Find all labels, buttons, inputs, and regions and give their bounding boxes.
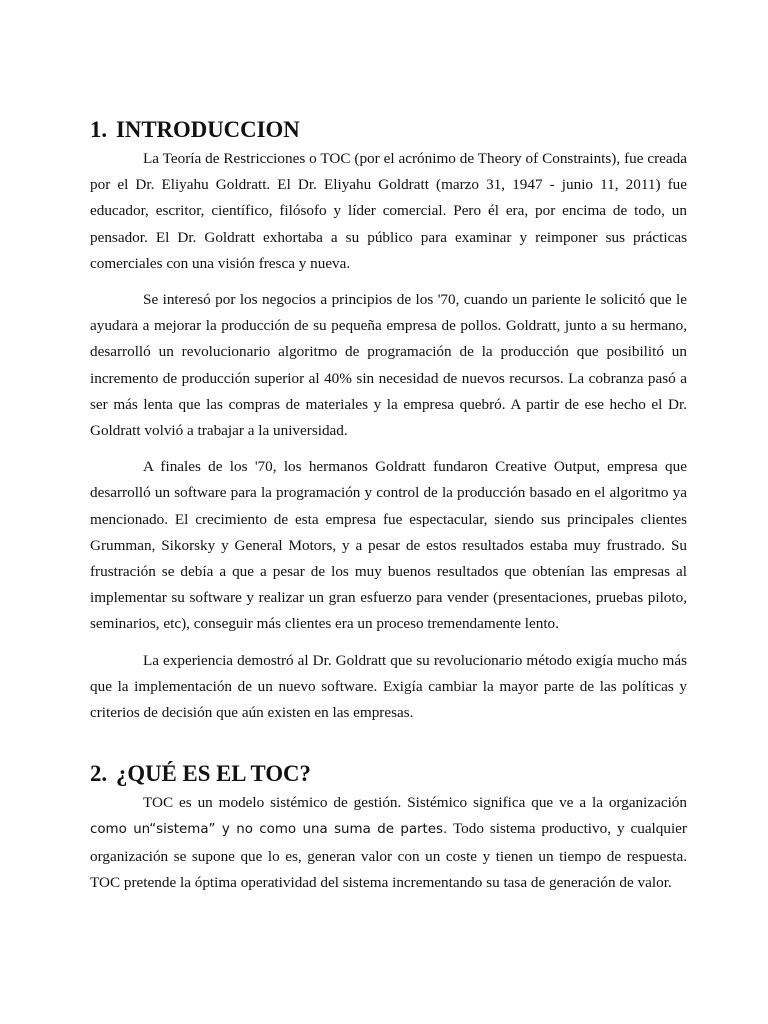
paragraph-intro-3: A finales de los '70, los hermanos Goldratt fundaron Creative Output, empresa que desarrolló un software para la programación y control de la producción basado en el algoritmo ya mencionado. El crecimiento de esta empresa fue espectacular, siendo sus principales clientes Grumman, Sikorsky y General Motors, y a pesar de estos resultados estaba muy frustrado. Su frustración se debía a que a pesar de los muy buenos resultados que obtenían las empresas al implementar su software y realizar un gran esfuerzo para vender (presentaciones, pruebas piloto, seminarios, etc), conseguir más clientes era un proceso tremendamente lento.: [90, 458, 687, 633]
paragraph-text: TOC es un modelo sistémico de gestión. Sistémico significa que ve a la organización: [143, 794, 687, 812]
document-page: [90, 118, 687, 896]
paragraph-intro-2: Se interesó por los negocios a principios de los '70, cuando un pariente le solicitó que le ayudara a mejorar la producción de su pequeña empresa de pollos. Goldratt, junto a su hermano, desarrolló un revolucionario algoritmo de programación de la producción que posibilitó un incremento de producción superior al 40% sin necesidad de nuevos recursos. La cobranza pasó a ser más lenta que las compras de materiales y la empresa quebró. A partir de ese hecho el Dr. Goldratt volvió a trabajar a la universidad.: [90, 291, 687, 440]
paragraph-intro-1: La Teoría de Restricciones o TOC (por el acrónimo de Theory of Constraints), fue creada por el Dr. Eliyahu Goldratt. El Dr. Eliyahu Goldratt (marzo 31, 1947 - junio 11, 2011) fue educador, escritor, científico, filósofo y líder comercial. Pero él era, por encima de todo, un pensador. El Dr. Goldratt exhortaba a su público para examinar y reimponer sus prácticas comerciales con una visión fresca y nueva.: [90, 150, 687, 272]
section-number: 2.: [90, 761, 108, 787]
paragraph-intro-4: La experiencia demostró al Dr. Goldratt que su revolucionario método exigía mucho más que la implementación de un nuevo software. Exigía cambiar la mayor parte de las políticas y criterios de decisión que aún existen en las empresas.: [90, 651, 687, 722]
paragraph-toc-1: [90, 790, 687, 896]
section-title: INTRODUCCION: [116, 117, 300, 142]
section-title: ¿QUÉ ES EL TOC?: [116, 761, 311, 787]
section-heading-introduccion: [90, 118, 687, 142]
paragraph-text-alt-font: como un“sistema” y no como una suma de partes.: [90, 822, 448, 838]
paragraph-text: Todo sistema productivo, y cualquier organización se supone que lo es, generan valor con un coste y tienen un tiempo de respuesta. TOC pretende la óptima operatividad del sistema incrementando su tasa de generación de valor.: [90, 820, 687, 891]
section-number: 1.: [90, 117, 108, 142]
section-heading-que-es-toc: [90, 762, 687, 786]
